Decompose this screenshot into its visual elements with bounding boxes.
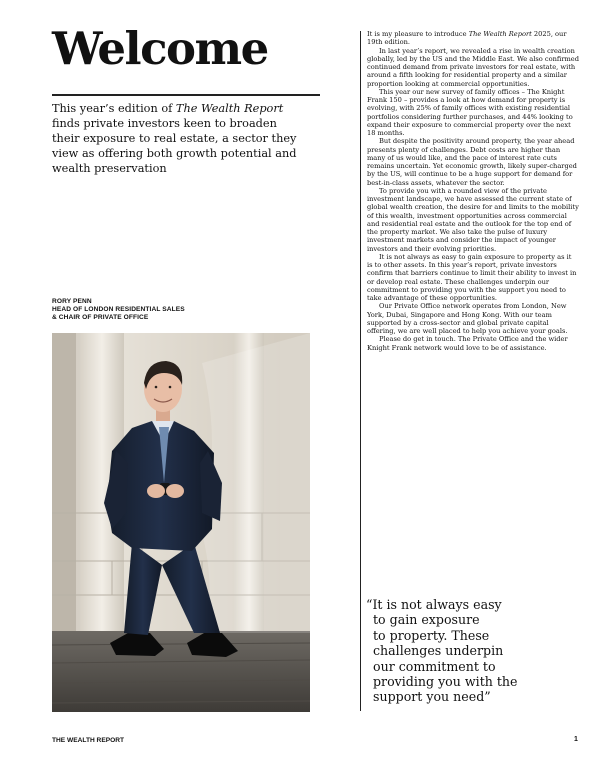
intro-publication-title: The Wealth Report bbox=[175, 102, 284, 115]
body-paragraph-4: But despite the positivity around property, the year ahead presents plenty of challenges. Debt costs are higher than many of us would like, and the pace of interest rate cuts remains uncertain. Yet economic growth, likely super-charged by the US, will continue to be a huge support for demand for best-in-class assets, whatever the sector. bbox=[367, 137, 577, 187]
author-byline bbox=[52, 298, 312, 323]
intro-standfirst bbox=[52, 101, 307, 176]
intro-text-after: finds private investors keen to broaden their exposure to real estate, a sector they view as offering both growth potential and wealth preservation bbox=[52, 117, 297, 175]
body-paragraph-7: Our Private Office network operates from London, New York, Dubai, Singapore and Hong Kong. With our team supported by a cross-sector and global private capital offering, we are well placed to help you achieve your goals. bbox=[367, 302, 568, 335]
body-p1-publication-title: The Wealth Report bbox=[468, 30, 532, 38]
intro-text-before: This year’s edition of bbox=[52, 102, 176, 115]
page-title: Welcome bbox=[52, 22, 268, 75]
body-paragraph-6: It is not always as easy to gain exposure to property as it is to other assets. In this year’s report, private investors confirm that barriers continue to limit their ability to invest in or develop real estate. These challenges underpin our commitment to providing you with the support you need to take advantage of these opportunities. bbox=[367, 252, 577, 302]
page-number: 1 bbox=[574, 736, 578, 743]
pull-quote-line: providing you with the bbox=[373, 674, 518, 690]
body-paragraph-8: Please do get in touch. The Private Office and the wider Knight Frank network would love to be of assistance. bbox=[367, 335, 568, 352]
pull-quote-line: support you need” bbox=[373, 689, 491, 705]
pull-quote-line: to gain exposure bbox=[373, 612, 480, 628]
author-role-line-1: HEAD OF LONDON RESIDENTIAL SALES bbox=[52, 306, 185, 314]
portrait-illustration bbox=[52, 333, 310, 712]
title-divider bbox=[52, 94, 320, 96]
body-paragraph-2: In last year’s report, we revealed a rise in wealth creation globally, led by the US and the Middle East. We also confirmed continued demand from private investors for real estate, with around a fifth looking for residential property and a similar proportion looking at commercial opportunities. bbox=[367, 46, 579, 88]
body-paragraph-1 bbox=[367, 30, 579, 47]
letter-body bbox=[367, 30, 579, 352]
author-name: RORY PENN bbox=[52, 298, 92, 305]
footer-publication-name: THE WEALTH REPORT bbox=[52, 737, 125, 744]
pull-quote-line: to property. These bbox=[373, 627, 490, 643]
column-divider bbox=[360, 31, 361, 711]
pull-quote-line: challenges underpin bbox=[373, 643, 504, 659]
author-portrait-photo bbox=[52, 333, 310, 712]
body-p1-after: 2025, our 19th edition. bbox=[367, 30, 567, 47]
pull-quote-line: “It is not always easy bbox=[366, 597, 502, 612]
body-paragraph-3: This year our new survey of family offices – The Knight Frank 150 – provides a look at how demand for property is evolving, with 25% of family offices with existing residential portfolios considering further purchases, and 44% looking to expand their exposure to commercial property over the next 18 months. bbox=[367, 87, 573, 137]
pull-quote-line: our commitment to bbox=[373, 658, 496, 674]
body-paragraph-5: To provide you with a rounded view of the private investment landscape, we have assessed the current state of global wealth creation, the desire for and limits to the mobility of this wealth, investment opportunities across commercial and residential real estate and the outlook for the top end of the property market. We also take the pulse of luxury investment markets and consider the impact of younger investors and their evolving priorities. bbox=[367, 186, 579, 253]
author-role-line-2: & CHAIR OF PRIVATE OFFICE bbox=[52, 314, 149, 322]
body-p1-before: It is my pleasure to introduce bbox=[367, 30, 469, 38]
pull-quote bbox=[366, 597, 546, 705]
